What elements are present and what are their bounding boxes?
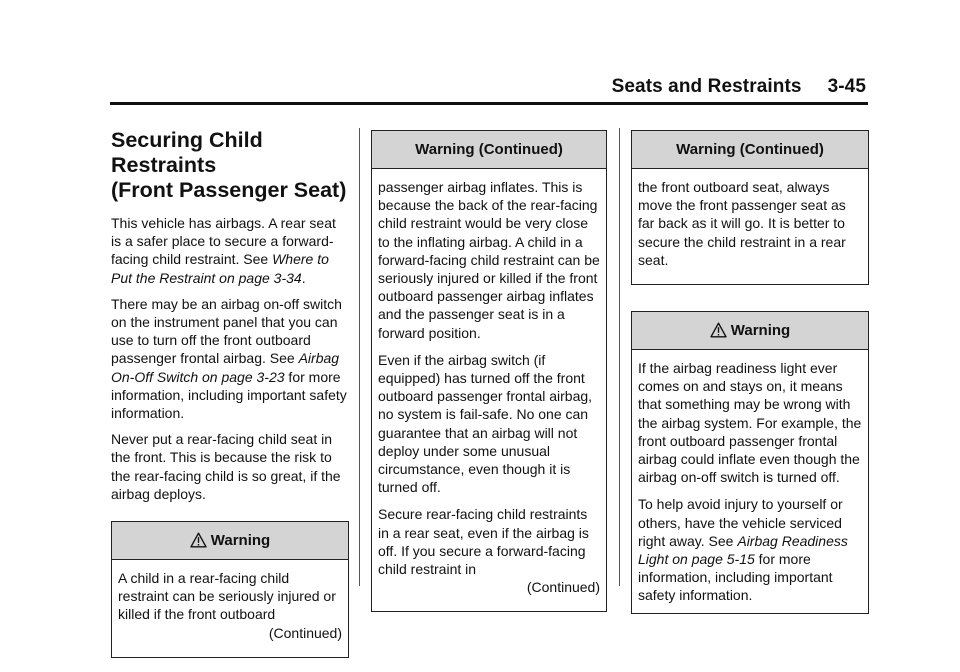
warning-text: the front outboard seat, always move the front passenger seat as far back as it will go. It is better to secure the child restraint in a rear seat. [638,179,846,268]
page-number: 3-45 [827,76,866,97]
page-header [612,76,866,98]
warning-header: Warning [632,312,868,350]
continued-label: (Continued) [526,579,600,596]
column-divider [359,128,360,586]
cross-reference-link[interactable]: Airbag Readiness Light on page 5-15 [638,532,848,568]
warning-header: Warning (Continued) [372,131,606,169]
column-divider [619,128,620,586]
warning-text: Secure rear-facing child restraints in a rear seat, even if the airbag is off. If you secure a forward-facing child restraint in [378,506,589,578]
paragraph: There may be an airbag on-off switch on the instrument panel that you can use to turn off the front outboard passenger frontal airbag. See Airbag On-Off Switch on page 3-23 for more information, including important safety information. [111,295,347,422]
column-2 [371,130,607,612]
cross-reference-link[interactable]: Airbag On-Off Switch on page 3-23 [111,350,340,385]
warning-header: Warning (Continued) [632,131,868,169]
continued-label: (Continued) [268,624,342,641]
paragraph: This vehicle has airbags. A rear seat is a safer place to secure a forward-facing child restraint. See Where to Put the Restraint on page 3-34. [111,215,336,286]
warning-triangle-icon [190,532,207,548]
header-rule [110,102,868,105]
warning-box [111,521,349,658]
cross-reference-link[interactable]: Where to Put the Restraint on page 3-34 [111,251,329,286]
warning-triangle-icon [710,322,727,338]
warning-box [371,130,607,612]
section-heading: Securing Child Restraints (Front Passenger Seat) [111,128,347,202]
warning-text: A child in a rear-facing child restraint can be seriously injured or killed if the front outboard [118,570,336,623]
warning-header: Warning [112,522,348,560]
warning-text: If the airbag readiness light ever comes on and stays on, it means that something may be wrong with the airbag system. For example, the front outboard passenger frontal airbag could inflate even though the airbag on-off switch is turned off. [638,360,862,486]
warning-text: passenger airbag inflates. This is because the back of the rear-facing child restraint would be very close to the inflating airbag. A child in a forward-facing child restraint can be seriously injured or killed if the front outboard passenger airbag inflates and the passenger seat is in a forward position. [378,179,600,341]
warning-box [631,130,869,285]
warning-box [631,311,869,614]
warning-text: To help avoid injury to yourself or others, have the vehicle serviced right away. See Airbag Readiness Light on page 5-15 for more information, including important safety information. [638,496,848,604]
column-3 [631,130,869,614]
warning-text: Even if the airbag switch (if equipped) has turned off the front outboard passenger frontal airbag, no system is fail-safe. No one can guarantee that an airbag will not deploy under some unusual circumstance, even though it is turned off. [378,351,593,496]
column-1 [111,120,349,658]
section-title: Seats and Restraints [611,76,802,97]
paragraph: Never put a rear-facing child seat in the front. This is because the risk to the rear-facing child is so great, if the airbag deploys. [111,431,341,502]
